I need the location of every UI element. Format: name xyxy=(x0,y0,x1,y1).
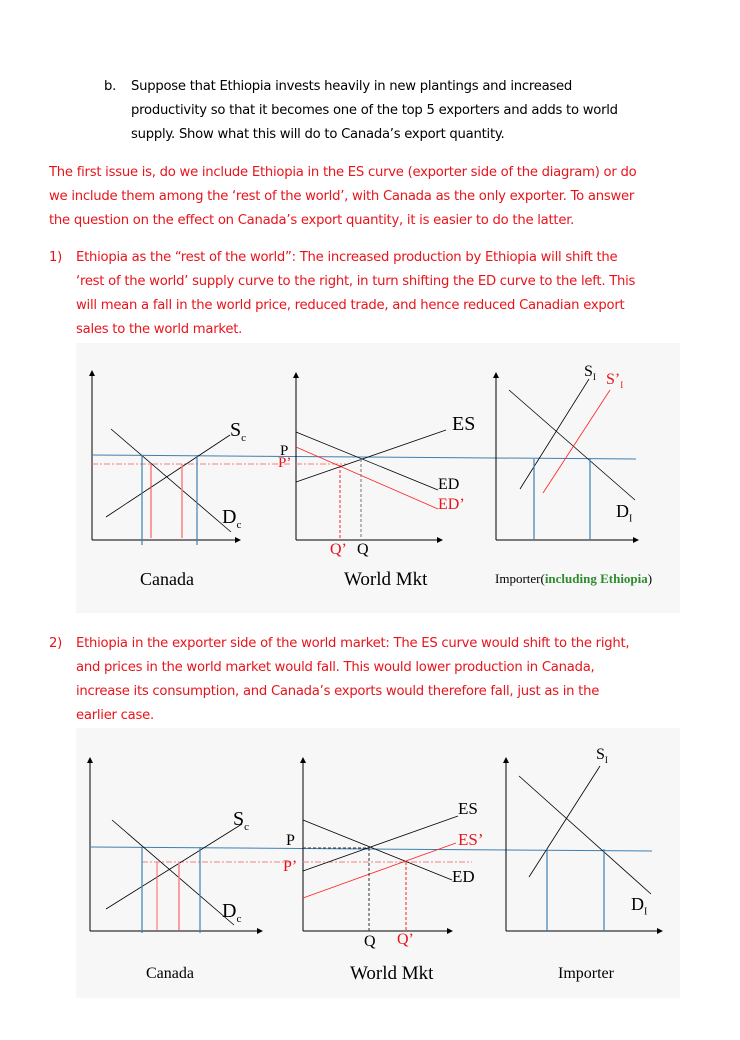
question-line-2: productivity so that it becomes one of the top 5 exporters and adds to world xyxy=(131,103,618,118)
label-sc-2: $S_c$ xyxy=(233,808,250,833)
label-si: $S_I$ xyxy=(584,363,596,383)
figure-1-rest-of-world xyxy=(76,343,680,613)
label-q-prime-2: Q’ xyxy=(397,931,414,948)
question-marker: b. xyxy=(104,79,117,94)
label-di: $D_I$ xyxy=(616,501,633,525)
label-ed: ED xyxy=(438,476,460,493)
point1-line-1: Ethiopia as the “rest of the world”: The increased production by Ethiopia will shift the xyxy=(76,250,618,265)
label-ed-2: ED xyxy=(452,867,475,886)
point1-line-4: sales to the world market. xyxy=(76,322,243,337)
label-di-2: $D_I$ xyxy=(631,894,648,918)
label-q-2: Q xyxy=(364,933,376,950)
intro-line-3: the question on the effect on Canada’s export quantity, it is easier to do the latter. xyxy=(49,213,575,228)
label-p-2: P xyxy=(286,832,295,849)
point2-line-1: Ethiopia in the exporter side of the world market: The ES curve would shift to the right, xyxy=(76,636,630,651)
label-p-prime-2: P’ xyxy=(283,858,298,875)
point1-line-3: will mean a fall in the world price, reduced trade, and hence reduced Canadian export xyxy=(76,298,625,313)
label-si-prime: $S’_I$ xyxy=(606,371,624,391)
caption-canada-2: Canada xyxy=(146,965,194,982)
label-es: ES xyxy=(452,413,476,435)
point2-line-3: increase its consumption, and Canada’s exports would therefore fall, just as in the xyxy=(76,684,600,699)
label-dc: $D_c$ xyxy=(222,506,242,531)
caption-world-mkt: World Mkt xyxy=(344,569,428,590)
label-dc-2: $D_c$ xyxy=(222,900,242,925)
caption-world-mkt-2: World Mkt xyxy=(350,963,434,984)
point1-line-2: ‘rest of the world’ supply curve to the right, in turn shifting the ED curve to the left. This xyxy=(76,274,636,289)
intro-line-2: we include them among the ‘rest of the world’, with Canada as the only exporter. To answer xyxy=(49,189,635,204)
caption-importer: Importer(including Ethiopia) xyxy=(495,571,653,586)
label-sc: $S_c$ xyxy=(230,419,247,444)
point2-line-4: earlier case. xyxy=(76,708,154,723)
importer-panel xyxy=(496,375,636,540)
point1-marker: 1) xyxy=(49,250,63,265)
label-p-prime: P’ xyxy=(278,455,292,471)
point2-line-2: and prices in the world market would fall. This would lower production in Canada, xyxy=(76,660,595,675)
intro-line-1: The first issue is, do we include Ethiopia in the ES curve (exporter side of the diagram) or do xyxy=(49,165,637,180)
label-q: Q xyxy=(357,541,369,558)
label-si-2: $S_I$ xyxy=(596,746,608,766)
point2-marker: 2) xyxy=(49,636,63,651)
label-ed-prime: ED’ xyxy=(438,496,465,513)
figure-2-exporter-side xyxy=(76,728,680,998)
label-es-prime: ES’ xyxy=(458,830,484,849)
figure-2-diagram xyxy=(76,728,680,998)
caption-importer-2: Importer xyxy=(558,965,614,982)
label-q-prime: Q’ xyxy=(330,541,347,558)
question-line-3: supply. Show what this will do to Canada’s export quantity. xyxy=(131,127,505,142)
canada-panel xyxy=(92,373,636,545)
caption-canada: Canada xyxy=(140,569,194,589)
label-p: P xyxy=(280,443,289,459)
world-market-panel-2 xyxy=(303,760,472,931)
question-line-1: Suppose that Ethiopia invests heavily in new plantings and increased xyxy=(131,79,573,94)
label-es-2: ES xyxy=(458,799,478,818)
